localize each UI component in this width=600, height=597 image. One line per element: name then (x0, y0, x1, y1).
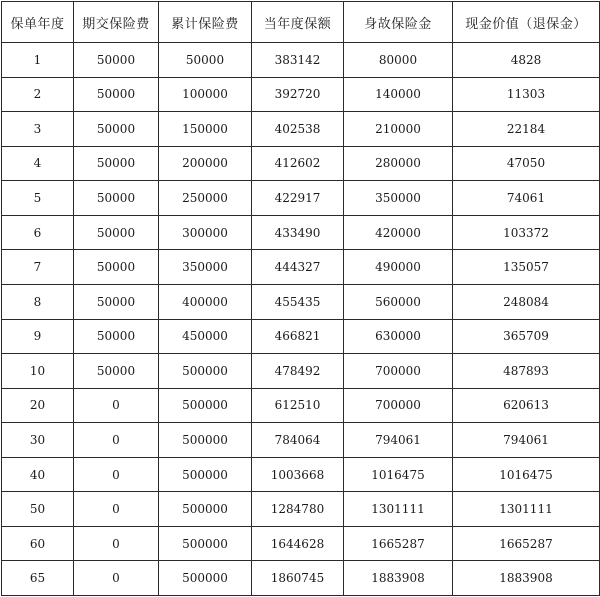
cell-periodic-premium: 50000 (74, 43, 159, 78)
cell-cash-value: 103372 (453, 215, 600, 250)
cell-death-benefit: 490000 (344, 250, 453, 285)
cell-current-sum-insured: 402538 (252, 112, 344, 147)
cell-current-sum-insured: 466821 (252, 319, 344, 354)
cell-death-benefit: 1665287 (344, 526, 453, 561)
cell-policy-year: 3 (2, 112, 74, 147)
cell-cash-value: 1301111 (453, 492, 600, 527)
cell-current-sum-insured: 455435 (252, 284, 344, 319)
cell-cumulative-premium: 500000 (159, 561, 252, 596)
cell-cumulative-premium: 400000 (159, 284, 252, 319)
cell-cumulative-premium: 500000 (159, 526, 252, 561)
cell-current-sum-insured: 1003668 (252, 457, 344, 492)
cell-cash-value: 135057 (453, 250, 600, 285)
cell-periodic-premium: 50000 (74, 284, 159, 319)
cell-death-benefit: 1883908 (344, 561, 453, 596)
cell-policy-year: 40 (2, 457, 74, 492)
cell-death-benefit: 280000 (344, 146, 453, 181)
table-row (2, 526, 600, 561)
table-row (2, 250, 600, 285)
cell-cash-value: 74061 (453, 181, 600, 216)
cell-current-sum-insured: 1644628 (252, 526, 344, 561)
cell-death-benefit: 350000 (344, 181, 453, 216)
cell-cumulative-premium: 450000 (159, 319, 252, 354)
cell-cumulative-premium: 500000 (159, 423, 252, 458)
cell-cash-value: 248084 (453, 284, 600, 319)
cell-cash-value: 365709 (453, 319, 600, 354)
table-row (2, 457, 600, 492)
cell-policy-year: 60 (2, 526, 74, 561)
cell-cash-value: 1665287 (453, 526, 600, 561)
cell-periodic-premium: 50000 (74, 77, 159, 112)
cell-policy-year: 30 (2, 423, 74, 458)
table-row (2, 215, 600, 250)
table-row (2, 354, 600, 389)
cell-cash-value: 794061 (453, 423, 600, 458)
cell-current-sum-insured: 478492 (252, 354, 344, 389)
cell-cumulative-premium: 200000 (159, 146, 252, 181)
cell-periodic-premium: 50000 (74, 354, 159, 389)
cell-policy-year: 1 (2, 43, 74, 78)
cell-cumulative-premium: 100000 (159, 77, 252, 112)
cell-current-sum-insured: 433490 (252, 215, 344, 250)
cell-policy-year: 10 (2, 354, 74, 389)
cell-cash-value: 4828 (453, 43, 600, 78)
cell-policy-year: 4 (2, 146, 74, 181)
cell-policy-year: 5 (2, 181, 74, 216)
cell-periodic-premium: 0 (74, 561, 159, 596)
cell-current-sum-insured: 422917 (252, 181, 344, 216)
cell-periodic-premium: 50000 (74, 319, 159, 354)
table-header (2, 2, 600, 43)
table-row (2, 492, 600, 527)
cell-periodic-premium: 50000 (74, 112, 159, 147)
cell-current-sum-insured: 612510 (252, 388, 344, 423)
cell-periodic-premium: 0 (74, 526, 159, 561)
cell-death-benefit: 630000 (344, 319, 453, 354)
table-row (2, 284, 600, 319)
cell-periodic-premium: 0 (74, 423, 159, 458)
table-row (2, 43, 600, 78)
cell-cash-value: 487893 (453, 354, 600, 389)
cell-cumulative-premium: 300000 (159, 215, 252, 250)
cell-cumulative-premium: 500000 (159, 492, 252, 527)
cell-policy-year: 2 (2, 77, 74, 112)
cell-policy-year: 8 (2, 284, 74, 319)
header-row (2, 2, 600, 43)
cell-cash-value: 11303 (453, 77, 600, 112)
cell-death-benefit: 794061 (344, 423, 453, 458)
cell-death-benefit: 1016475 (344, 457, 453, 492)
header-periodic-premium: 期交保险费 (74, 2, 159, 43)
table-row (2, 423, 600, 458)
cell-cumulative-premium: 500000 (159, 457, 252, 492)
cell-cumulative-premium: 150000 (159, 112, 252, 147)
cell-cash-value: 620613 (453, 388, 600, 423)
cell-cumulative-premium: 50000 (159, 43, 252, 78)
header-policy-year: 保单年度 (2, 2, 74, 43)
table-row (2, 319, 600, 354)
cell-current-sum-insured: 412602 (252, 146, 344, 181)
header-current-sum-insured: 当年度保额 (252, 2, 344, 43)
cell-death-benefit: 140000 (344, 77, 453, 112)
cell-policy-year: 6 (2, 215, 74, 250)
cell-current-sum-insured: 1284780 (252, 492, 344, 527)
insurance-benefit-table (1, 1, 600, 596)
cell-cumulative-premium: 500000 (159, 354, 252, 389)
cell-policy-year: 20 (2, 388, 74, 423)
cell-cash-value: 1883908 (453, 561, 600, 596)
table-row (2, 561, 600, 596)
cell-current-sum-insured: 1860745 (252, 561, 344, 596)
cell-policy-year: 7 (2, 250, 74, 285)
cell-current-sum-insured: 383142 (252, 43, 344, 78)
header-cumulative-premium: 累计保险费 (159, 2, 252, 43)
cell-death-benefit: 1301111 (344, 492, 453, 527)
cell-policy-year: 9 (2, 319, 74, 354)
cell-cash-value: 22184 (453, 112, 600, 147)
cell-death-benefit: 80000 (344, 43, 453, 78)
cell-current-sum-insured: 392720 (252, 77, 344, 112)
cell-periodic-premium: 0 (74, 457, 159, 492)
cell-periodic-premium: 0 (74, 492, 159, 527)
cell-death-benefit: 420000 (344, 215, 453, 250)
table-body (2, 43, 600, 596)
cell-cumulative-premium: 250000 (159, 181, 252, 216)
header-death-benefit: 身故保险金 (344, 2, 453, 43)
cell-policy-year: 50 (2, 492, 74, 527)
table-row (2, 181, 600, 216)
cell-current-sum-insured: 784064 (252, 423, 344, 458)
cell-periodic-premium: 0 (74, 388, 159, 423)
cell-death-benefit: 210000 (344, 112, 453, 147)
cell-death-benefit: 700000 (344, 388, 453, 423)
header-cash-value: 现金价值（退保金） (453, 2, 600, 43)
table-row (2, 388, 600, 423)
cell-periodic-premium: 50000 (74, 215, 159, 250)
cell-periodic-premium: 50000 (74, 146, 159, 181)
cell-death-benefit: 700000 (344, 354, 453, 389)
cell-periodic-premium: 50000 (74, 181, 159, 216)
table-row (2, 112, 600, 147)
cell-policy-year: 65 (2, 561, 74, 596)
cell-cumulative-premium: 350000 (159, 250, 252, 285)
cell-current-sum-insured: 444327 (252, 250, 344, 285)
table-row (2, 77, 600, 112)
cell-cumulative-premium: 500000 (159, 388, 252, 423)
cell-periodic-premium: 50000 (74, 250, 159, 285)
cell-cash-value: 47050 (453, 146, 600, 181)
table-row (2, 146, 600, 181)
cell-cash-value: 1016475 (453, 457, 600, 492)
cell-death-benefit: 560000 (344, 284, 453, 319)
